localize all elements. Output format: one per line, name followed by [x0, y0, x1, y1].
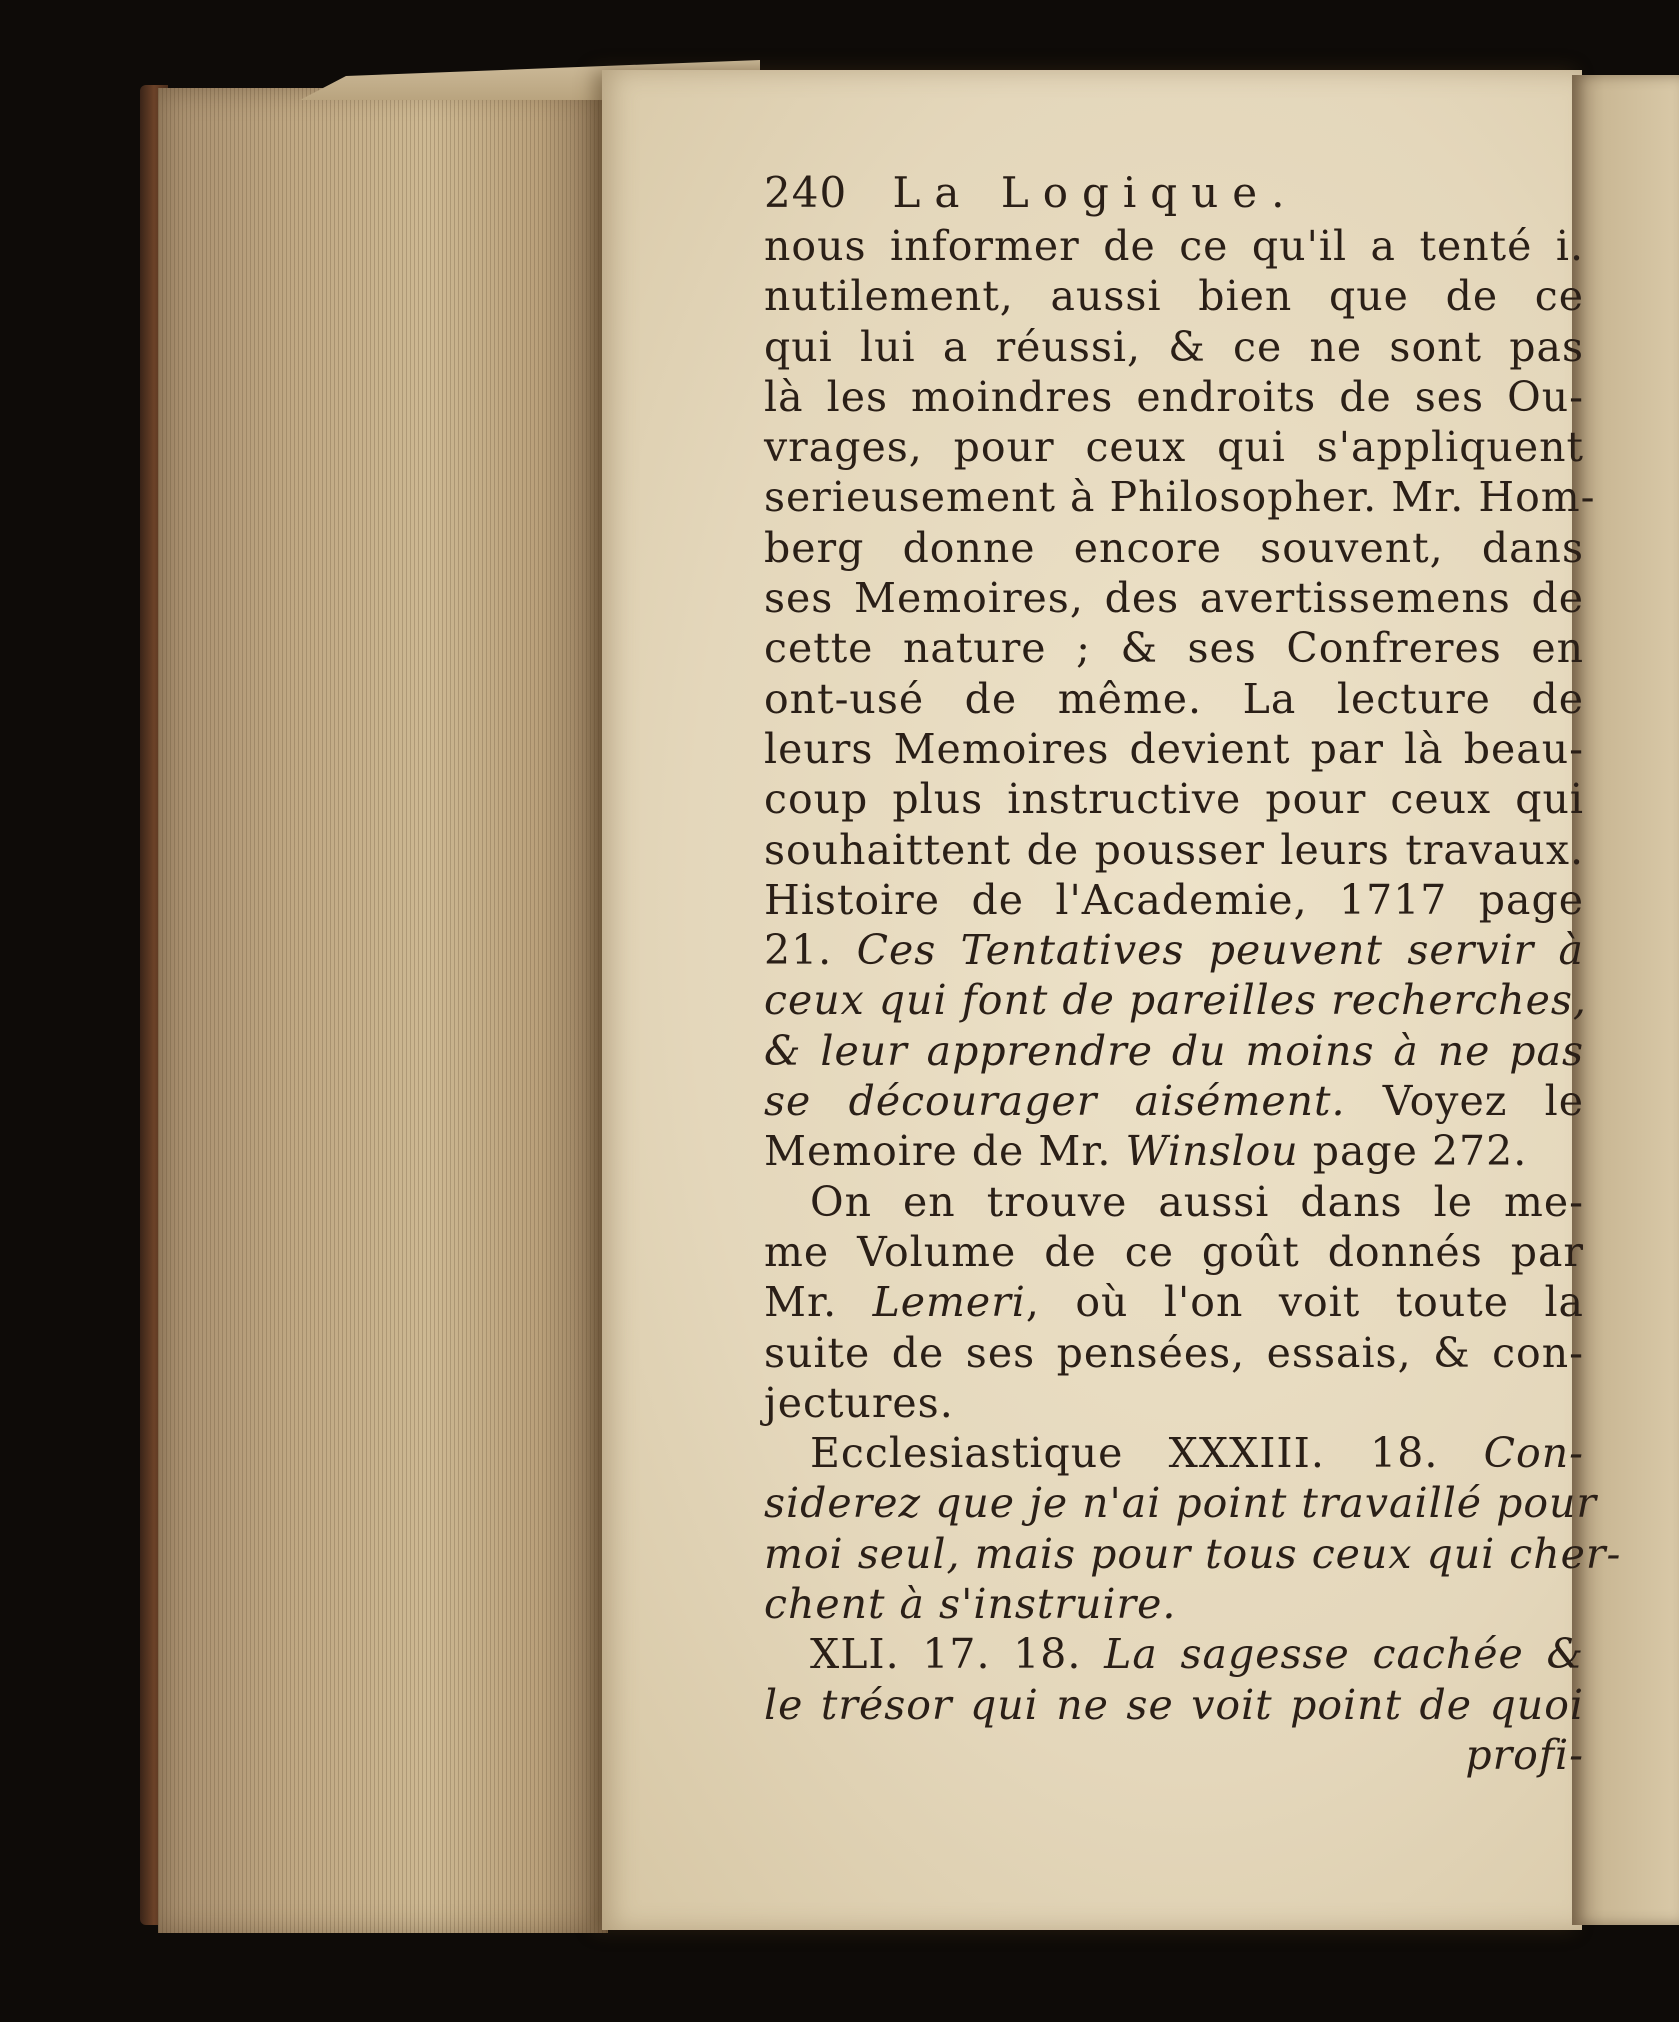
running-header [764, 165, 1584, 221]
text-line [764, 322, 1584, 372]
page-edges [158, 88, 608, 1933]
text-line [764, 1629, 1584, 1679]
roman-text: Histoire de l'Academie, 1717 page [764, 875, 1584, 924]
text-line [764, 1277, 1584, 1327]
roman-text: On en trouve aussi dans le me- [810, 1177, 1584, 1226]
text-line [764, 472, 1596, 522]
roman-text: cette nature ; & ses Confreres en [764, 624, 1584, 673]
roman-text: coup plus instructive pour ceux qui [764, 775, 1584, 824]
italic-text: se décourager aisément. [764, 1077, 1346, 1126]
roman-text: , où l'on voit toute la [1025, 1278, 1584, 1327]
text-line [764, 1126, 1584, 1176]
text-line [764, 724, 1584, 774]
text-line [764, 975, 1587, 1025]
text-line [764, 825, 1584, 875]
roman-text: XLI. 17. 18. [810, 1630, 1105, 1679]
roman-text: nous informer de ce qu'il a tenté i. [764, 222, 1584, 270]
text-line [764, 1026, 1584, 1076]
text-line [764, 1227, 1584, 1277]
text-line [764, 372, 1584, 422]
roman-text: nutilement, aussi bien que de ce [764, 272, 1584, 321]
text-line [764, 925, 1584, 975]
italic-text: siderez que je n'ai point travaillé pour [764, 1479, 1598, 1528]
text-line [764, 1680, 1584, 1730]
roman-text: Mr. [764, 1278, 873, 1327]
text-line [764, 1428, 1584, 1478]
italic-text: Lemeri [872, 1278, 1026, 1327]
catchword: profi- [1465, 1730, 1584, 1779]
roman-text: me Volume de ce goût donnés par [764, 1227, 1584, 1276]
italic-text: Con- [1483, 1429, 1584, 1478]
text-line [764, 422, 1584, 472]
roman-text: ses Memoires, des avertissemens de [764, 574, 1584, 623]
italic-text: moi seul, mais pour tous ceux qui cher- [764, 1529, 1622, 1578]
text-line [764, 271, 1584, 321]
italic-text: chent à s'instruire. [764, 1580, 1177, 1629]
text-line [764, 1076, 1584, 1126]
text-line [764, 221, 1584, 271]
roman-text: Voyez le [1345, 1077, 1584, 1126]
roman-text: serieusement à Philosopher. Mr. Hom- [764, 473, 1596, 522]
text-line [764, 1478, 1598, 1528]
roman-text: souhaittent de pousser leurs travaux. [764, 825, 1584, 874]
roman-text: là les moindres endroits de ses Ou- [764, 372, 1584, 421]
running-title: La Logique. [892, 168, 1299, 217]
text-line [764, 523, 1584, 573]
roman-text: leurs Memoires devient par là beau- [764, 724, 1584, 773]
page-text [764, 165, 1622, 1780]
roman-text: Ecclesiastique XXXIII. 18. [810, 1429, 1484, 1478]
text-line [764, 1328, 1584, 1378]
text-line [764, 1579, 1584, 1629]
roman-text: 21. [764, 926, 857, 975]
roman-text: vrages, pour ceux qui s'appliquent [764, 423, 1584, 472]
italic-text: Winslou [1125, 1127, 1299, 1176]
roman-text: qui lui a réussi, & ce ne sont pas [764, 322, 1584, 371]
text-line [764, 573, 1584, 623]
italic-text: le trésor qui ne se voit point de quoi [764, 1680, 1584, 1729]
roman-text: berg donne encore souvent, dans [764, 523, 1584, 572]
roman-text: ont-usé de même. La lecture de [764, 674, 1584, 723]
text-line [764, 1177, 1584, 1227]
roman-text: Memoire de Mr. [764, 1127, 1126, 1176]
text-line [764, 1529, 1622, 1579]
roman-text: jectures. [764, 1378, 954, 1427]
italic-text: Ces Tentatives peuvent servir à [856, 926, 1584, 975]
text-line [764, 875, 1584, 925]
body-text [764, 221, 1622, 1730]
italic-text: & leur apprendre du moins à ne pas [764, 1026, 1584, 1075]
page-number: 240 [764, 168, 848, 217]
italic-text: ceux qui font de pareilles recherches, [764, 976, 1587, 1025]
text-line [764, 1378, 1584, 1428]
text-line [764, 674, 1584, 724]
text-line [764, 623, 1584, 673]
roman-text: suite de ses pensées, essais, & con- [764, 1328, 1584, 1377]
text-line [764, 774, 1584, 824]
roman-text: page 272. [1298, 1127, 1528, 1176]
facing-page-edge [1572, 75, 1679, 1925]
italic-text: La sagesse cachée & [1104, 1630, 1584, 1679]
